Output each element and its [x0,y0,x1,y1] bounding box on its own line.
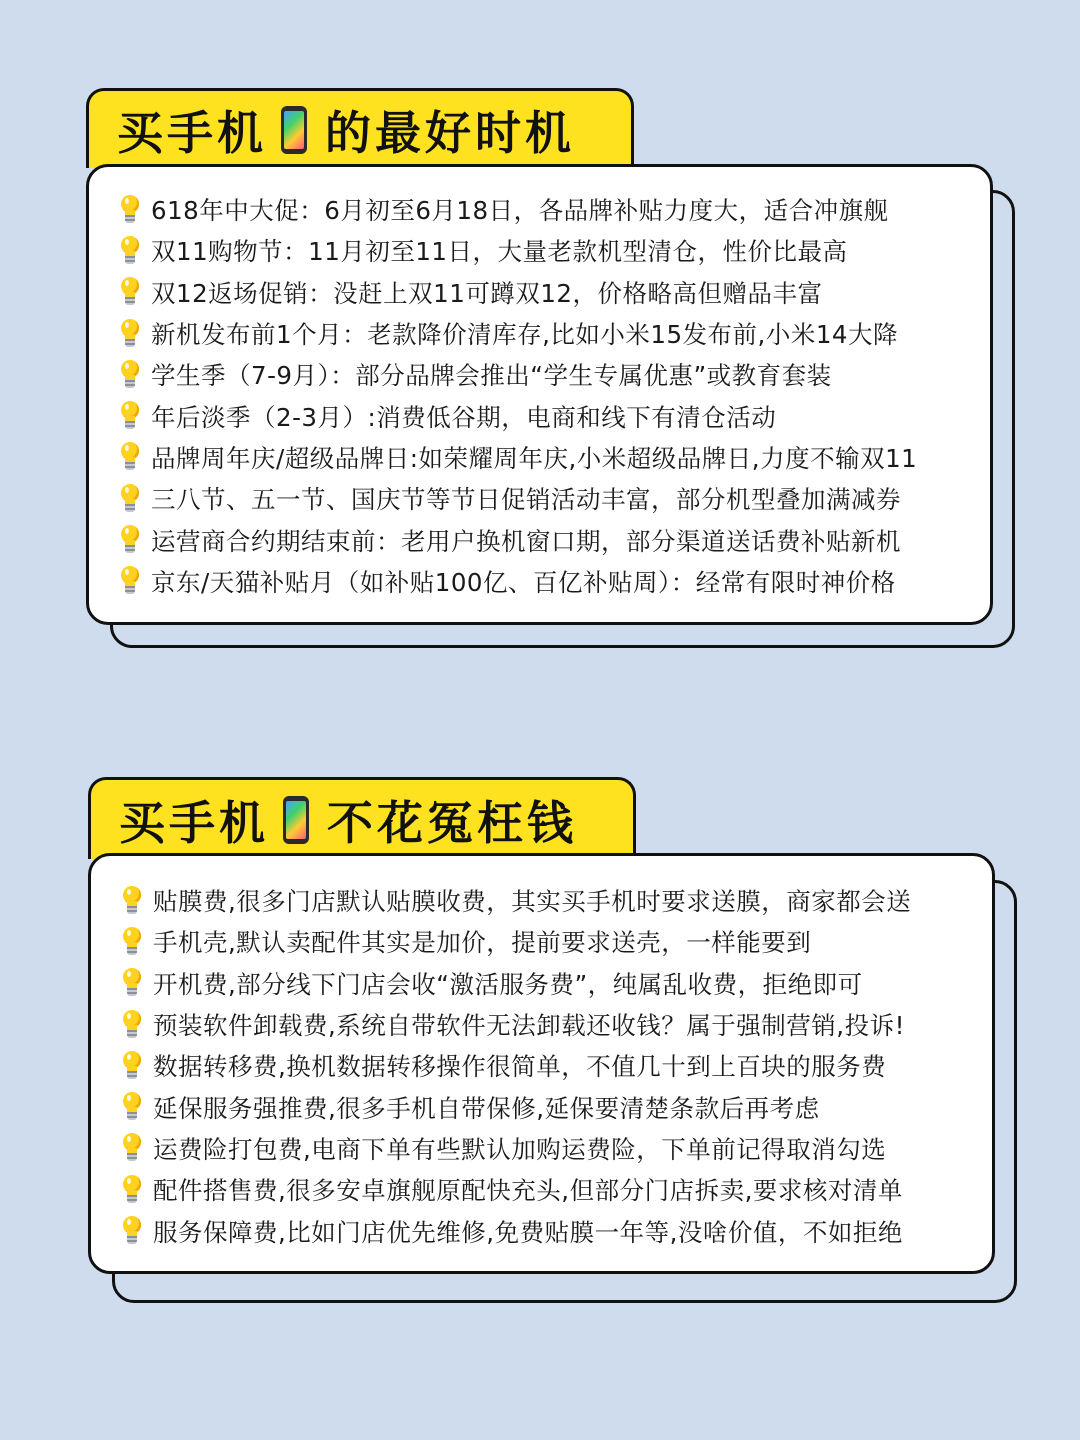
list-item [119,230,974,271]
list-item-text: 双12返场促销：没赶上双11可蹲双12，价格略高但赠品丰富 [151,278,823,308]
section-title-part2: 的最好时机 [325,105,575,160]
list-item [119,395,974,436]
list-item [121,880,976,921]
section-title-part1: 买手机 [117,105,267,160]
list-item [121,1128,976,1169]
list-item-text: 服务保障费,比如门店优先维修,免费贴膜一年等,没啥价值，不如拒绝 [153,1217,903,1247]
section-title-part2: 不花冤枉钱 [327,795,577,850]
list-item-text: 运营商合约期结束前：老用户换机窗口期，部分渠道送话费补贴新机 [151,526,901,556]
mobile-phone-icon [281,106,307,154]
list-item-text: 新机发布前1个月：老款降价清库存,比如小米15发布前,小米14大降 [151,320,899,350]
tips-list [121,880,976,1252]
light-bulb-icon [121,927,143,957]
list-item-text: 手机壳,默认卖配件其实是加价，提前要求送壳，一样能要到 [153,928,812,958]
list-item-text: 延保服务强推费,很多手机自带保修,延保要清楚条款后再考虑 [153,1093,820,1123]
list-item-text: 品牌周年庆/超级品牌日:如荣耀周年庆,小米超级品牌日,力度不输双11 [151,443,918,473]
light-bulb-icon [121,1175,143,1205]
light-bulb-icon [119,195,141,225]
list-item [119,272,974,313]
light-bulb-icon [119,442,141,472]
tips-card [88,853,995,1274]
list-item-text: 年后淡季（2-3月）:消费低谷期，电商和线下有清仓活动 [151,402,777,432]
tips-card [86,164,993,625]
list-item [121,1004,976,1045]
list-item [121,921,976,962]
list-item [119,437,974,478]
list-item [119,354,974,395]
light-bulb-icon [119,360,141,390]
light-bulb-icon [119,319,141,349]
list-item-text: 三八节、五一节、国庆节等节日促销活动丰富，部分机型叠加满减券 [151,485,901,515]
list-item-text: 学生季（7-9月）：部分品牌会推出“学生专属优惠”或教育套装 [151,361,832,391]
section-title-part1: 买手机 [119,795,269,850]
list-item-text: 配件搭售费,很多安卓旗舰原配快充头,但部分门店拆卖,要求核对清单 [153,1176,903,1206]
list-item-text: 数据转移费,换机数据转移操作很简单，不值几十到上百块的服务费 [153,1052,887,1082]
light-bulb-icon [121,1216,143,1246]
light-bulb-icon [121,1092,143,1122]
light-bulb-icon [121,886,143,916]
light-bulb-icon [119,401,141,431]
tips-list [119,189,974,602]
list-item [121,1086,976,1127]
light-bulb-icon [119,566,141,596]
light-bulb-icon [121,1010,143,1040]
list-item-text: 运费险打包费,电商下单有些默认加购运费险，下单前记得取消勾选 [153,1134,887,1164]
list-item-text: 开机费,部分线下门店会收“激活服务费”，纯属乱收费，拒绝即可 [153,969,863,999]
list-item [121,1169,976,1210]
list-item [121,963,976,1004]
light-bulb-icon [121,1051,143,1081]
list-item-text: 618年中大促：6月初至6月18日，各品牌补贴力度大，适合冲旗舰 [151,196,889,226]
section-title-tab [86,88,634,168]
light-bulb-icon [119,277,141,307]
light-bulb-icon [119,525,141,555]
section-title-tab [88,777,636,859]
light-bulb-icon [119,484,141,514]
light-bulb-icon [119,236,141,266]
list-item-text: 预装软件卸载费,系统自带软件无法卸载还收钱？属于强制营销,投诉! [153,1011,905,1041]
list-item-text: 贴膜费,很多门店默认贴膜收费，其实买手机时要求送膜，商家都会送 [153,887,912,917]
light-bulb-icon [121,968,143,998]
list-item [119,519,974,560]
mobile-phone-icon [283,796,309,844]
list-item [119,189,974,230]
list-item [119,478,974,519]
list-item-text: 京东/天猫补贴月（如补贴100亿、百亿补贴周）：经常有限时神价格 [151,567,896,597]
list-item [121,1210,976,1251]
list-item [119,561,974,602]
list-item [119,313,974,354]
list-item-text: 双11购物节：11月初至11日，大量老款机型清仓，性价比最高 [151,237,848,267]
list-item [121,1045,976,1086]
light-bulb-icon [121,1133,143,1163]
